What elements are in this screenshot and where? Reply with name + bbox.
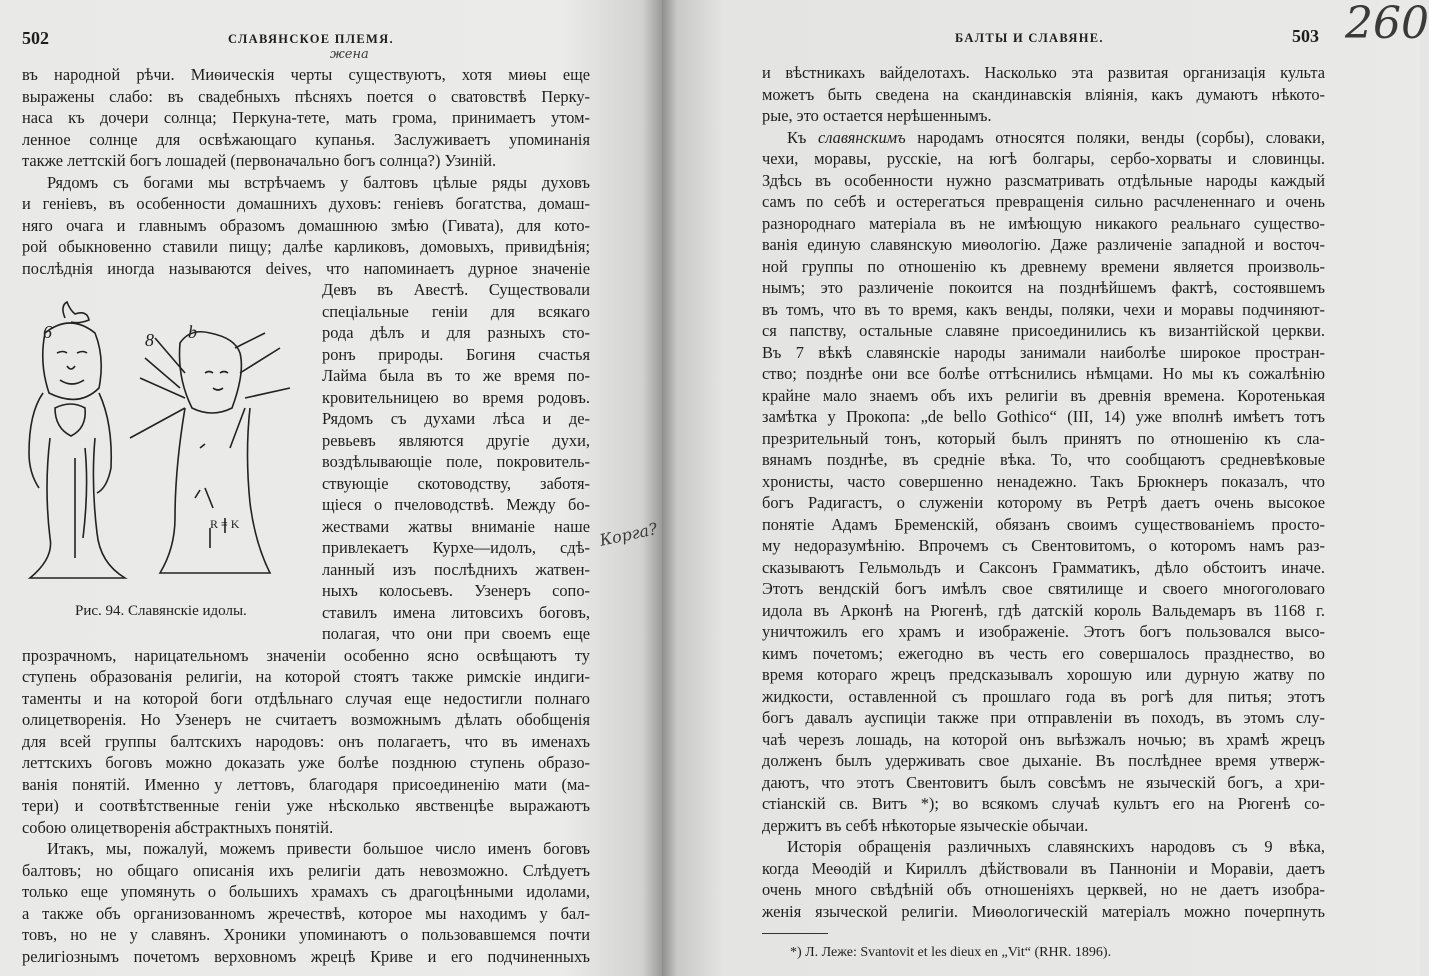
text-line: когда Меѳодій и Кириллъ дѣйствовали въ Панноніи и Моравіи, даетъ xyxy=(762,858,1325,878)
text-line: ванія понятій. Именно у леттовъ, благодаря присоединенію мати (ма- xyxy=(22,774,590,794)
text-line: олицетворенія. Но Узенеръ не считаетъ возможнымъ дѣлать обобщенія xyxy=(22,710,590,729)
text-line: можетъ быть сведена на скандинавскія вліянія, какъ думаютъ нѣкото- xyxy=(762,84,1325,104)
text-line: богъ Радигастъ, о служеніи которому въ Ретрѣ даетъ очень высокое xyxy=(762,493,1325,512)
figure-slavic-idols xyxy=(5,298,305,603)
text-line: также леттскій богъ лошадей (первоначально богъ солнца?) Узиній. xyxy=(22,151,497,170)
text-line: му недоразумѣнію. Впрочемъ съ Свентовитомъ, о которомъ намъ раз- xyxy=(762,536,1325,555)
text-line: кровительницею во время родовъ. xyxy=(322,387,590,407)
figure-label-6: 6 xyxy=(43,322,52,342)
text-line: даютъ, что этотъ Свентовитъ былъ совсѣмъ не языческій богъ, а хри- xyxy=(762,772,1325,792)
text-line: ной группы по отношенію къ древнему времени является произволь- xyxy=(762,256,1325,276)
text-line: жествами жатвы вниманіе наше xyxy=(322,516,590,536)
text-line: очень много свѣдѣній объ отношеніяхъ церквей, но не даетъ изобра- xyxy=(762,880,1325,899)
text-line: спеціальные геніи для всякаго xyxy=(322,301,590,321)
figure-caption: Рис. 94. Славянскіе идолы. xyxy=(75,603,247,619)
text-line: леттскихъ боговъ можно доказать уже болѣе позднюю ступень образо- xyxy=(22,753,590,772)
text-line: понятіе Адамъ Бременскій, обязанъ своимъ существованіемъ просто- xyxy=(762,514,1325,534)
text-line: Девъ въ Авестѣ. Существовали xyxy=(322,280,590,299)
text-line: ступень образованія религіи, на которой стоятъ также римскіе индиги- xyxy=(22,667,590,686)
text-line: послѣднія иногда называются deives, что напоминаетъ дурное значеніе xyxy=(22,258,590,278)
page-number-right: 503 xyxy=(1292,26,1319,46)
text-line: наса къ дочери солнца; Перкуна-тете, мать грома, принимаетъ утом- xyxy=(22,108,590,127)
running-head-right: БАЛТЫ И СЛАВЯНЕ. xyxy=(955,31,1104,45)
text-line: ланный изъ послѣднихъ жатвен- xyxy=(322,559,590,579)
idol-right-illustration xyxy=(130,332,290,573)
text-line: рой обыкновенно ставили пищу; далѣе карликовъ, домовыхъ, привидѣнія; xyxy=(22,237,590,256)
text-line: тери) и соотвѣтственные геніи уже нѣсколько явственцѣе выражаютъ xyxy=(22,796,590,815)
handwritten-folio-number: 260 xyxy=(1345,0,1429,49)
right-page-text xyxy=(762,62,1325,922)
figure-label-8: 8 xyxy=(145,330,154,350)
idol-left-illustration xyxy=(29,302,125,578)
text-line: Въ 7 вѣкѣ славянскіе народы занимали наиболѣе широкое простран- xyxy=(762,342,1325,362)
text-line: Итакъ, мы, пожалуй, можемъ привести большое число именъ боговъ xyxy=(47,839,590,858)
text-line: выражены слабо: въ свадебныхъ пѣсняхъ поется о сватовствѣ Перку- xyxy=(22,86,590,106)
text-line: нымъ; это различеніе покоится на позднѣйшемъ фактѣ, состоявшемъ xyxy=(762,278,1325,297)
text-line: ставилъ имена литовсихъ боговъ, xyxy=(322,602,590,622)
text-line: въ народной рѣчи. Миѳическія черты существуютъ, хотя миѳы еще xyxy=(22,65,590,84)
text-line: и геніевъ, въ особенности домашнихъ духовъ: геніевъ богатства, домаш- xyxy=(22,194,590,213)
text-line: Исторія обращенія различныхъ славянскихъ народовъ съ 9 вѣка, xyxy=(787,837,1325,856)
text-line: Рядомъ съ богами мы встрѣчаемъ у балтовъ цѣлые ряды духовъ xyxy=(47,172,590,192)
text-line: рые, это остается нерѣшеннымъ. xyxy=(762,106,992,125)
text-line: чаѣ черезъ лошадь, на которой онъ выѣзжалъ ночью; въ храмѣ жрецъ xyxy=(762,729,1325,749)
text-line: ство; позднѣе они все болѣе оттѣснились нѣмцами. Но мы къ сожалѣнію xyxy=(762,364,1325,383)
text-line: время котораго жрецъ предсказывалъ хорошую или дурную жатву по xyxy=(762,665,1325,684)
text-line: для всей группы балтскихъ народовъ: онъ полагаетъ, что въ именахъ xyxy=(22,731,590,751)
text-line: женія языческой религіи. Миѳологическій матеріалъ можно почерпнуть xyxy=(762,901,1325,921)
text-line: собою олицетворенія абстрактныхъ понятій. xyxy=(22,817,334,837)
text-line: ленное солнце для освѣжающаго купанья. Заслуживаетъ упоминанія xyxy=(22,129,590,149)
text-line: уничтожилъ его храмъ и изображеніе. Этотъ богъ пользовался высо- xyxy=(762,622,1325,641)
text-line: а также объ организованномъ жречествѣ, которое мы находимъ у бал- xyxy=(22,903,590,923)
text-line: рода дѣлъ и для разныхъ сто- xyxy=(322,323,590,342)
text-line: воздѣлывающіе поле, покровитель- xyxy=(322,452,590,471)
text-line: таменты и на которой боги отдѣльнаго случая еще недостигли полнаго xyxy=(22,688,590,708)
text-line: ся папству, остальные славяне присоединились къ византійской церкви. xyxy=(762,321,1325,340)
text-line: держитъ въ себѣ нѣкоторые языческіе обычаи. xyxy=(762,815,1089,835)
footnote: *) Л. Леже: Svantovit et les dieux en „Vit“ (RHR. 1896). xyxy=(790,945,1112,960)
text-line: только еще упомянуть о большихъ храмахъ съ драгоцѣнными идолами, xyxy=(22,882,590,901)
text-line: товъ, но не у славянъ. Хроники упоминаютъ о пользовавшемся почти xyxy=(22,925,590,944)
page-number-left: 502 xyxy=(22,28,49,48)
text-line: стіанскій св. Витъ *); во всякомъ случаѣ культъ его на Рюгенѣ со- xyxy=(762,794,1325,813)
text-line: долженъ былъ удерживать свое дыханіе. Въ послѣднее время утверж- xyxy=(762,751,1325,770)
text-line: ронъ природы. Богиня счастья xyxy=(322,344,590,364)
text-line: ванія единую славянскую миѳологію. Даже различеніе западной и восточ- xyxy=(762,235,1325,254)
text-line: Здѣсь въ особенности нужно разсматривать отдѣльные народы каждый xyxy=(762,170,1325,190)
footnote-rule xyxy=(762,933,828,934)
text-line: кимъ почетомъ; ежегодно въ честь его совершалось празднество, во xyxy=(762,643,1325,663)
running-head-left: СЛАВЯНСКОЕ ПЛЕМЯ. xyxy=(228,32,394,46)
text-line: ствующіе скотоводству, заботя- xyxy=(322,473,590,493)
handwritten-note-above-line: жена xyxy=(330,47,369,62)
text-line: полагая, что они при своемъ еще xyxy=(322,624,590,643)
text-line: ревьевъ являются другіе духи, xyxy=(322,430,590,450)
text-line: няго очага и главнымъ образомъ домашнюю змѣю (Гивата), для кото- xyxy=(22,215,590,235)
text-line: жидкости, оставленной съ прошлаго года въ рогѣ для питья; этотъ xyxy=(762,686,1325,706)
text-line: крайне мало знаемъ объ ихъ религіи въ древнія времена. Коротенькая xyxy=(762,385,1325,405)
text-line: самъ по себѣ и остерегаться превращенія сильно расчлененнаго и очень xyxy=(762,192,1325,211)
text-line: сказываютъ Гельмольдъ и Саксонъ Грамматикъ, дѣло обстоитъ иначе. xyxy=(762,557,1325,577)
text-line: въ томъ, что въ то время, какъ венды, поляки, чехи и моравы подчиняют- xyxy=(762,299,1325,319)
handwritten-margin-note: Корга? xyxy=(597,519,660,550)
text-line: разнороднаго матеріала въ не имѣющую никакого реальнаго существо- xyxy=(762,213,1325,233)
text-line: прозрачномъ, нарицательномъ значеніи особенно ясно освѣщаютъ ту xyxy=(22,645,590,665)
figure-label-b: b xyxy=(188,322,197,342)
text-line: Къ славянскимъ народамъ относятся поляки, венды (сорбы), словаки, xyxy=(787,127,1325,147)
text-line: Лайма была въ то же время по- xyxy=(322,366,590,385)
text-line: Рядомъ съ духами лѣса и де- xyxy=(322,409,590,428)
text-line: презрительный тонъ, который былъ принятъ по отношенію къ сла- xyxy=(762,428,1325,448)
text-line: чехи, моравы, русскіе, на югѣ болгары, сербо-хорваты и словинцы. xyxy=(762,149,1325,168)
text-line: религіознымъ почетомъ верховномъ жрецѣ Криве и его подчиненныхъ xyxy=(22,946,590,966)
italic-term: славянскимъ xyxy=(818,127,906,147)
text-line: и вѣстникахъ вайделотахъ. Насколько эта развитая организація культа xyxy=(762,63,1325,82)
text-line: привлекаетъ Курхе—идолъ, сдѣ- xyxy=(322,538,590,557)
text-line: вянамъ позднѣе, въ средніе вѣка. То, что сообщаютъ средневѣковые xyxy=(762,450,1325,469)
text-line: хронисты, часто совершенно ненадежно. Такъ Брюкнеръ показалъ, что xyxy=(762,471,1325,491)
text-line: замѣтка у Прокопа: „de bello Gothico“ (III, 14) уже вполнѣ имѣетъ тотъ xyxy=(762,407,1325,426)
text-line: Этотъ вендскій богъ имѣлъ свое святилище и своего многоголоваго xyxy=(762,579,1325,598)
text-line: балтовъ; но общаго описанія ихъ религіи дать невозможно. Слѣдуетъ xyxy=(22,860,590,880)
text-line: богъ давалъ ауспиціи также при отправленіи въ походъ, въ этомъ слу- xyxy=(762,708,1325,727)
rune-inscription: R ≡ K xyxy=(210,517,240,531)
text-line: идола въ Арконѣ на Рюгенѣ, гдѣ датскій король Вальдемаръ въ 1168 г. xyxy=(762,600,1325,620)
text-line: щіеся о пчеловодствѣ. Между бо- xyxy=(322,495,590,514)
text-line: ныхъ колосьевъ. Узенеръ сопо- xyxy=(322,581,590,600)
